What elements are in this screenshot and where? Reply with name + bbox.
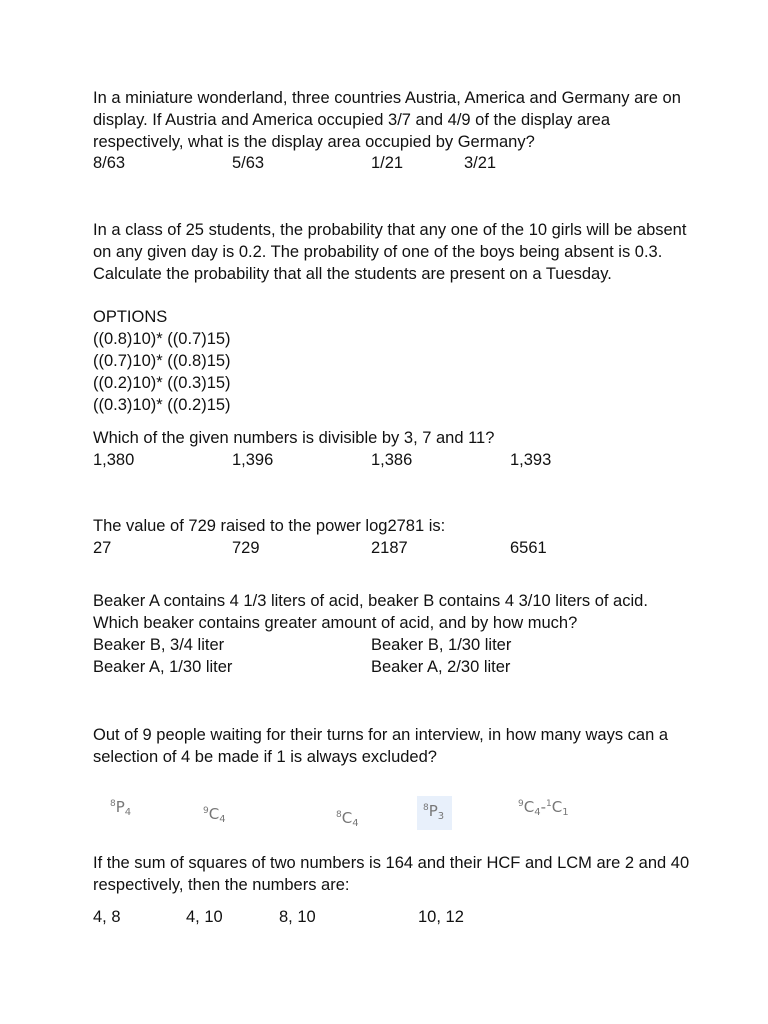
question-4-text: The value of 729 raised to the power log2781 is: — [93, 517, 446, 535]
question-5-text: Beaker A contains 4 1/3 liters of acid, beaker B contains 4 3/10 liters of acid. Which beaker contains greater amount of acid, and by how much? — [93, 592, 648, 632]
question-5-option-a: Beaker B, 3/4 liter — [93, 636, 225, 654]
question-2-option-b: ((0.7)10)* ((0.8)15) — [93, 352, 231, 370]
question-4-option-b: 729 — [232, 539, 260, 557]
question-1-option-c: 1/21 — [371, 154, 404, 172]
question-3-option-c: 1,386 — [371, 451, 413, 469]
question-7-option-d: 10, 12 — [418, 908, 464, 926]
question-4-option-c: 2187 — [371, 539, 408, 557]
question-2-options-heading: OPTIONS — [93, 308, 168, 326]
question-6-option-d: $^8P_3$ — [417, 796, 452, 830]
question-1-option-d: 3/21 — [464, 154, 497, 172]
question-4-option-d: 6561 — [510, 539, 547, 557]
question-6-text: Out of 9 people waiting for their turns for an interview, in how many ways can a selection of 4 be made if 1 is always excluded? — [93, 726, 669, 766]
question-2-option-c: ((0.2)10)* ((0.3)15) — [93, 374, 231, 392]
question-5-option-b: Beaker B, 1/30 liter — [371, 636, 512, 654]
question-4-option-a: 27 — [93, 539, 112, 557]
question-1-option-a: 8/63 — [93, 154, 126, 172]
question-2-text: In a class of 25 students, the probability that any one of the 10 girls will be absent on any given day is 0.2. The probability of one of the boys being absent is 0.3. Calculate the probability that all the students are present on a Tuesday. — [93, 221, 687, 283]
question-7-option-a: 4, 8 — [93, 908, 121, 926]
question-3-option-d: 1,393 — [510, 451, 552, 469]
question-7-option-c: 8, 10 — [279, 908, 316, 926]
question-3-text: Which of the given numbers is divisible by 3, 7 and 11? — [93, 429, 495, 447]
question-7-text: If the sum of squares of two numbers is 164 and their HCF and LCM are 2 and 40 respectively, then the numbers are: — [93, 854, 690, 894]
question-1-text: In a miniature wonderland, three countries Austria, America and Germany are on display. If Austria and America occupied 3/7 and 4/9 of the display area respectively, what is the display area occupied by Germany? — [93, 89, 681, 151]
question-5-option-c: Beaker A, 1/30 liter — [93, 658, 233, 676]
question-6-option-c: $^8C_4$ — [336, 809, 359, 829]
question-3-option-b: 1,396 — [232, 451, 274, 469]
question-2-option-d: ((0.3)10)* ((0.2)15) — [93, 396, 231, 414]
question-1-option-b: 5/63 — [232, 154, 265, 172]
question-6-option-b: $^9C_4$ — [203, 805, 226, 825]
question-3-option-a: 1,380 — [93, 451, 135, 469]
question-6-option-a: $^8P_4$ — [110, 798, 132, 818]
question-2-option-a: ((0.8)10)* ((0.7)15) — [93, 330, 231, 348]
question-5-option-d: Beaker A, 2/30 liter — [371, 658, 511, 676]
question-7-option-b: 4, 10 — [186, 908, 223, 926]
question-6-option-e: $^9C_4-^1C_1$ — [518, 798, 569, 818]
